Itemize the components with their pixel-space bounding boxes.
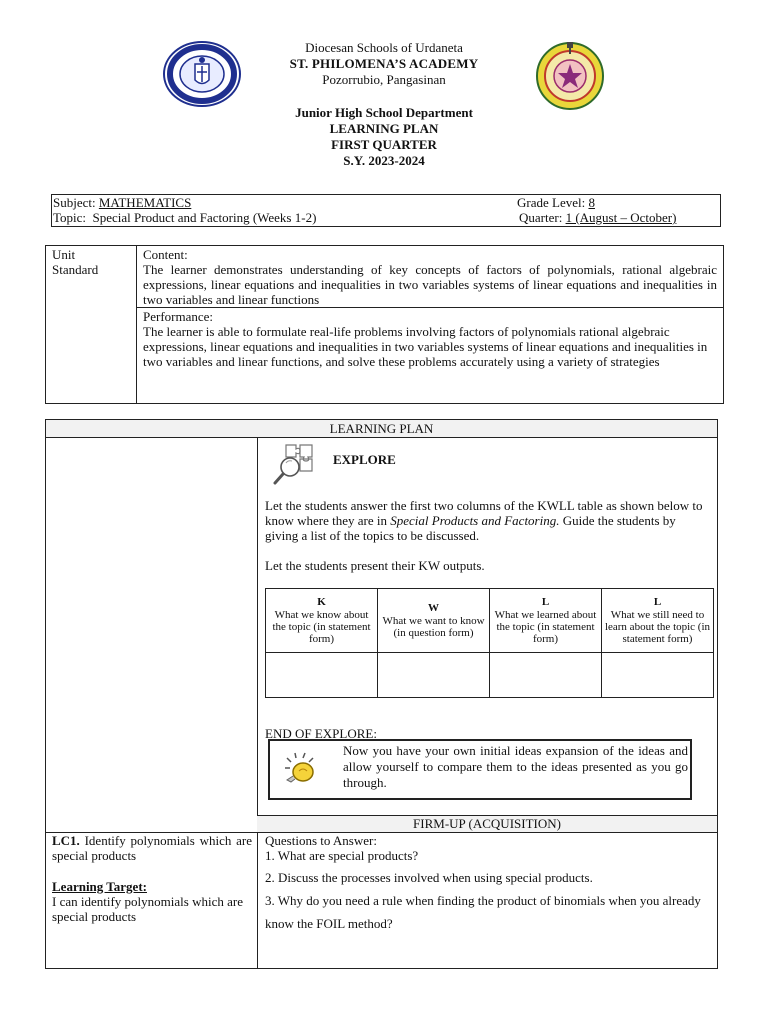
end-of-explore-text: Now you have your own initial ideas expansion of the ideas and allow yourself to compare them to the ideas presented as you go through. bbox=[343, 743, 688, 790]
topic-label: Topic: bbox=[53, 210, 93, 225]
lc1-text: Identify polynomials which are special products bbox=[52, 833, 252, 863]
learning-target bbox=[52, 879, 252, 924]
explore-text-topic: Special Products and Factoring. bbox=[390, 513, 560, 528]
learning-target-label: Learning Target: bbox=[52, 879, 147, 894]
topic-line bbox=[53, 210, 316, 225]
topic-value: Special Product and Factoring (Weeks 1-2) bbox=[92, 210, 317, 225]
learning-competency bbox=[52, 833, 252, 863]
kwll-desc: What we still need to learn about the topic (in statement form) bbox=[604, 609, 711, 645]
firm-up-heading: FIRM-UP (ACQUISITION) bbox=[257, 815, 717, 833]
questions-label: Questions to Answer: bbox=[265, 833, 377, 848]
kwll-desc: What we learned about the topic (in statement form) bbox=[494, 609, 597, 645]
kwll-header-cell bbox=[266, 589, 378, 653]
kwll-answer-cell bbox=[266, 653, 378, 698]
explore-heading: EXPLORE bbox=[333, 452, 396, 467]
question-2: 2. Discuss the processes involved when using special products. bbox=[265, 870, 593, 885]
learning-plan-table bbox=[45, 419, 718, 969]
explore-instructions bbox=[265, 498, 710, 543]
document-header bbox=[0, 0, 768, 190]
kwll-letter: K bbox=[317, 596, 326, 608]
lc1-label: LC1. bbox=[52, 833, 80, 848]
unit-label-line2: Standard bbox=[52, 262, 99, 277]
performance-text: The learner is able to formulate real-life problems involving factors of polynomials rational algebraic expressions, linear equations and inequalities in two variables systems of linear equations and inequalities in two variables and linear functions, and solve these problems accurately using a variety of strategies bbox=[143, 324, 708, 369]
kwll-table bbox=[265, 588, 714, 698]
learning-plan-title: LEARNING PLAN bbox=[46, 420, 717, 438]
grade-value: 8 bbox=[588, 195, 595, 210]
subject-info-box bbox=[51, 194, 721, 227]
unit-standard-label bbox=[46, 246, 137, 403]
subject-line bbox=[53, 195, 191, 210]
school-location: Pozorrubio, Pangasinan bbox=[322, 72, 446, 87]
kwll-letter: L bbox=[541, 596, 550, 608]
unit-label-line1: Unit bbox=[52, 247, 76, 262]
document-title: LEARNING PLAN bbox=[329, 121, 439, 136]
kwll-desc: What we know about the topic (in statement form) bbox=[272, 609, 371, 645]
performance-standard bbox=[137, 308, 723, 403]
quarter-value: 1 (August – October) bbox=[565, 210, 677, 225]
explore-text-a: Let the students answer the first two columns of the KWLL table as shown below to know where they are in bbox=[265, 498, 703, 528]
explore-text-b: Guide the students by giving a list of the topics to be discussed. bbox=[265, 513, 676, 543]
school-year: S.Y. 2023-2024 bbox=[343, 153, 425, 168]
question-1: 1. What are special products? bbox=[265, 848, 419, 863]
kwll-letter: L bbox=[653, 596, 662, 608]
department-name: Junior High School Department bbox=[295, 105, 473, 120]
unit-standard-body bbox=[137, 246, 723, 403]
puzzle-magnifier-icon bbox=[272, 443, 324, 489]
learning-target-text: I can identify polynomials which are special products bbox=[52, 894, 243, 924]
kwll-header-cell bbox=[602, 589, 714, 653]
diocese-name: Diocesan Schools of Urdaneta bbox=[305, 40, 463, 55]
grade-line bbox=[517, 195, 595, 210]
question-3: 3. Why do you need a rule when finding the product of binomials when you already know the FOIL method? bbox=[265, 893, 701, 931]
end-of-explore-box bbox=[268, 739, 692, 800]
end-of-explore-label: END OF EXPLORE: bbox=[265, 726, 377, 741]
questions-block bbox=[265, 833, 710, 935]
kwll-answer-row bbox=[266, 653, 714, 698]
kwll-answer-cell bbox=[490, 653, 602, 698]
content-label: Content: bbox=[143, 247, 188, 262]
kwll-header-cell bbox=[378, 589, 490, 653]
school-name: ST. PHILOMENA’S ACADEMY bbox=[289, 56, 479, 71]
unit-standard-table bbox=[45, 245, 724, 404]
performance-label: Performance: bbox=[143, 309, 214, 324]
quarter-title: FIRST QUARTER bbox=[331, 137, 437, 152]
kwll-answer-cell bbox=[378, 653, 490, 698]
lightbulb-icon bbox=[281, 750, 321, 788]
content-standard bbox=[137, 246, 723, 308]
subject-value: MATHEMATICS bbox=[98, 195, 192, 210]
kwll-header-row bbox=[266, 589, 714, 653]
explore-present-instruction: Let the students present their KW outputs. bbox=[265, 558, 485, 573]
quarter-label: Quarter: bbox=[519, 210, 566, 225]
content-text: The learner demonstrates understanding of key concepts of factors of polynomials, rational algebraic expressions, linear equations and inequalities in two variables systems of linear equations and inequalities in two variables and linear functions bbox=[143, 262, 717, 307]
column-divider bbox=[257, 438, 258, 968]
subject-label: Subject: bbox=[53, 195, 99, 210]
kwll-desc: What we want to know (in question form) bbox=[382, 615, 485, 639]
grade-label: Grade Level: bbox=[517, 195, 589, 210]
quarter-line bbox=[519, 210, 676, 225]
kwll-letter: W bbox=[428, 602, 439, 614]
kwll-answer-cell bbox=[602, 653, 714, 698]
kwll-header-cell bbox=[490, 589, 602, 653]
